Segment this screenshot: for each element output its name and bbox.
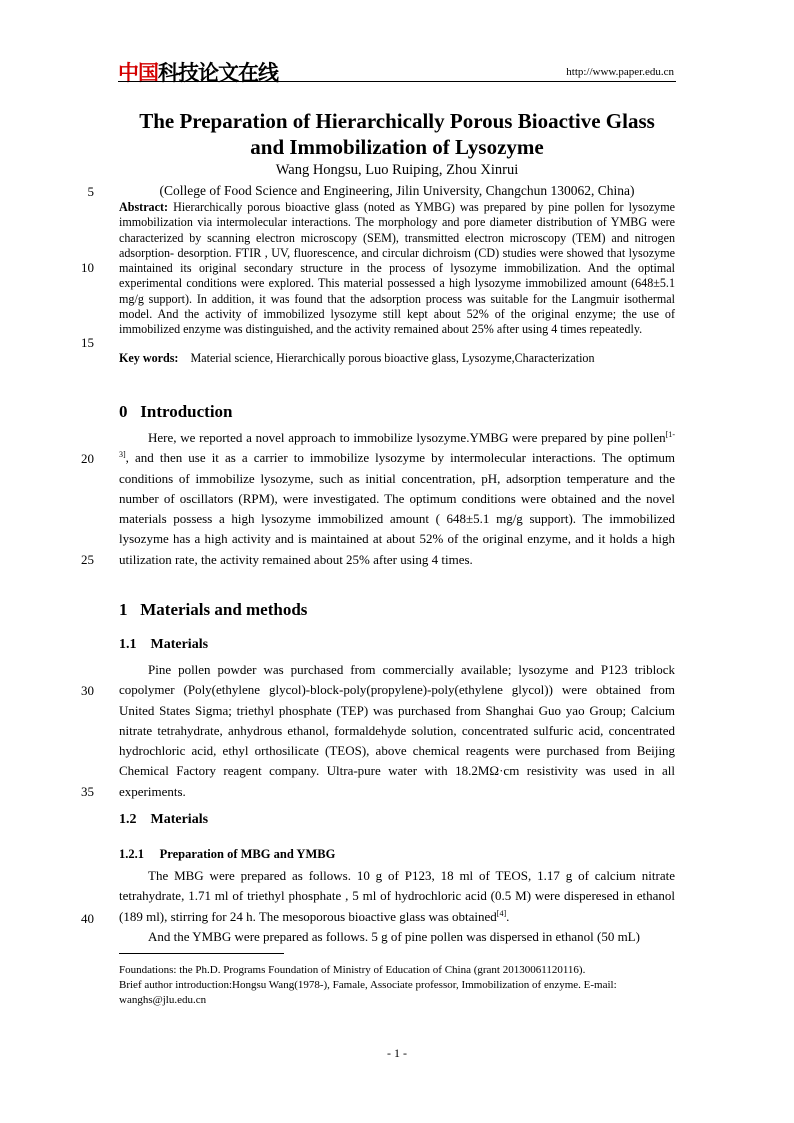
keywords-label: Key words: <box>119 351 179 365</box>
logo-text: 科技论文在线 <box>158 61 278 85</box>
keywords <box>119 351 675 366</box>
line-number: 15 <box>81 335 94 350</box>
citation: [1-3] <box>119 430 675 460</box>
footnote-foundation: Foundations: the Ph.D. Programs Foundation of Ministry of Education of China (grant 20130061120116). <box>119 964 586 976</box>
citation: [4] <box>496 908 507 918</box>
header-url[interactable]: http://www.paper.edu.cn <box>566 66 674 78</box>
preparation-text-end: . <box>506 908 510 924</box>
journal-logo <box>118 57 278 87</box>
abstract <box>119 200 675 338</box>
title-line-1: The Preparation of Hierarchically Porous Bioactive Glass <box>139 109 655 133</box>
subsection-heading-materials-2: 1.2 Materials <box>119 812 209 827</box>
subsubsection-heading-preparation: 1.2.1 Preparation of MBG and YMBG <box>119 847 336 861</box>
intro-text-end: , and then use it as a carrier to immobilize lysozyme by intermolecular interactions. The optimum conditions of immobilize lysozyme, such as initial concentration, pH, adsorption temperature and the number of oscillators (RPM), were investigated. The optimum conditions were obtained and the novel materials possess a high lysozyme immobilized amount ( 648±5.1 mg/g support). The immobilized lysozyme has a high activity and is maintained at about 52% of the original enzyme, and it holds a high utilization rate, the activity remained about 25% after using 4 times. <box>119 450 675 567</box>
authors: Wang Hongsu, Luo Ruiping, Zhou Xinrui <box>275 162 519 178</box>
materials-paragraph: Pine pollen powder was purchased from commercially available; lysozyme and P123 triblock copolymer (Poly(ethylene glycol)-block-poly(propylene)-poly(ethylene glycol)) were obtained from United States Sigma; triethyl phosphate (TEP) was purchased from Shanghai Guo yao Group; Calcium nitrate tetrahydrate, anhydrous ethanol, formaldehyde solution, concentrated sulfuric acid, concentrated hydrochloric acid, ethyl orthosilicate (TEOS), above chemical reagents were purchased from Beijing Chemical Factory reagent company. Ultra-pure water with 18.2MΩ·cm resistivity was used in all experiments. <box>119 662 675 799</box>
intro-text-start: Here, we reported a novel approach to immobilize lysozyme.YMBG were prepared by pine pollen <box>148 430 666 445</box>
affiliation: (College of Food Science and Engineering, Jilin University, Changchun 130062, China) <box>159 183 635 198</box>
header-divider <box>118 81 676 82</box>
title-line-2: and Immobilization of Lysozyme <box>250 135 544 159</box>
abstract-label: Abstract: <box>119 200 169 214</box>
subsection-heading-materials: 1.1 Materials <box>119 637 209 652</box>
introduction-paragraph <box>119 428 675 570</box>
line-number: 10 <box>81 260 94 275</box>
page-number: - 1 - <box>387 1046 407 1060</box>
logo-prefix: 中国 <box>118 61 158 85</box>
footnote-divider <box>119 953 284 954</box>
preparation-text: The MBG were prepared as follows. 10 g of P123, 18 ml of TEOS, 1.17 g of calcium nitrate tetrahydrate, 1.71 ml of triethyl phosphate , 5 ml of hydrochloric acid (0.5 M) were disperesed in ethanol (189 ml), stirring for 24 h. The mesoporous bioactive glass was obtained <box>119 868 675 924</box>
abstract-text: Hierarchically porous bioactive glass (noted as YMBG) was prepared by pine pollen for lysozyme immobilization via intermolecular interactions. The morphology and pore diameter distribution of YMBG were characterized by scanning electron microscopy (SEM), transmitted electron microscopy (TEM) and nitrogen adsorption- desorption. FTIR , UV, fluorescence, and circular dichroism (CD) studies were showed that lysozyme maintained its original secondary structure in the process of lysozyme immobilization. And the optimal experimental conditions were explored. This material possessed a high lysozyme immobilized amount (648±5.1 mg/g support). In addition, it was found that the adsorption process was suitable for the Langmuir isothermal model. And the activity of immobilized lysozyme still kept about 52% of the original enzyme; the use of immobilized enzyme was distinguished, and the activity remained about 25% after using 4 times repeatedly. <box>119 200 675 337</box>
line-number: 20 <box>81 451 94 466</box>
line-number: 35 <box>81 784 94 799</box>
line-number: 40 <box>81 911 94 926</box>
line-number: 5 <box>87 184 94 199</box>
footnote-author-intro: Brief author introduction:Hongsu Wang(1978-), Famale, Associate professor, Immobilization of enzyme. E-mail: wanghs@jlu.edu.cn <box>119 979 617 1006</box>
paper-title <box>100 108 694 160</box>
line-number: 25 <box>81 552 94 567</box>
section-heading-materials-methods: 1 Materials and methods <box>119 600 308 619</box>
ymbg-paragraph: And the YMBG were prepared as follows. 5 g of pine pollen was dispersed in ethanol (50 mL) <box>148 929 640 944</box>
preparation-paragraph <box>119 866 675 927</box>
keywords-text: Material science, Hierarchically porous bioactive glass, Lysozyme,Characterization <box>190 351 595 365</box>
section-heading-introduction: 0 Introduction <box>119 402 233 421</box>
line-number: 30 <box>81 683 94 698</box>
